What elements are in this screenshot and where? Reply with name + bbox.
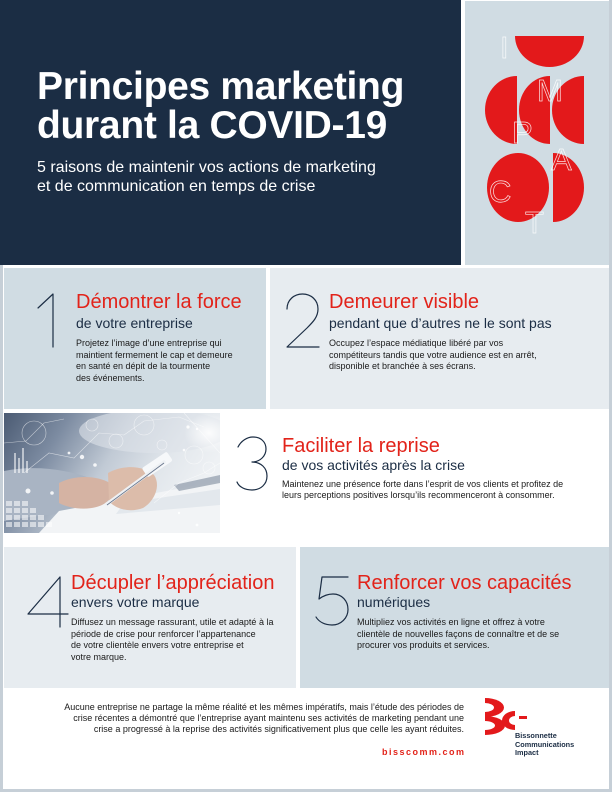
impact-letter-p: P (512, 115, 533, 150)
hero-photo (4, 413, 220, 533)
page-title (37, 67, 404, 145)
reason-2-title: Demeurer visible (329, 291, 480, 313)
page-subtitle-line-2: et de communication en temps de crise (37, 178, 316, 195)
impact-shapes-icon (465, 1, 609, 265)
statement-line: crise a progressé à la reprise des activités significativement plus que celle les ayant réduites. (93, 724, 464, 735)
reason-2-subtitle: pendant que d’autres ne le sont pas (329, 315, 552, 331)
reason-1-title: Démontrer la force (76, 291, 242, 313)
header-banner (0, 0, 461, 265)
page-subtitle-line-1: 5 raisons de maintenir vos actions de marketing (37, 159, 376, 176)
reason-1-subtitle: de votre entreprise (76, 315, 193, 331)
body-line: de votre clientèle envers votre entreprise et (71, 640, 244, 651)
reason-1-body (76, 338, 233, 385)
logo-line: Impact (515, 747, 539, 757)
reason-card-3 (224, 413, 609, 545)
body-line: des événements. (76, 373, 145, 384)
body-line: votre marque. (71, 652, 127, 663)
logo-line: Communications (515, 739, 575, 749)
statement-line: crise récentes a démontré que l’entreprise ayant maintenu ses activités de marketing pendant une (73, 713, 464, 724)
reason-4-body (71, 617, 273, 664)
body-line: procurer vos produits et services. (357, 640, 490, 651)
reason-5-title: Renforcer vos capacités (357, 572, 572, 594)
page-subtitle (37, 158, 376, 196)
body-line: Occupez l’espace médiatique libéré par vos (329, 338, 504, 348)
reason-card-2 (270, 268, 609, 409)
statement-line: Aucune entreprise ne partage la même réalité et les mêmes impératifs, mais l’étude des périodes de (64, 702, 464, 713)
body-line: compétiteurs tandis que votre audience est en arrêt, (329, 349, 537, 360)
body-line: disponible et branchée à ses écrans. (329, 361, 476, 372)
reason-3-title: Faciliter la reprise (282, 435, 440, 457)
reason-card-5 (300, 547, 609, 688)
reason-5-subtitle: numériques (357, 594, 431, 610)
body-line: Multipliez vos activités en ligne et offrez à votre (357, 617, 545, 627)
body-line: en santé en dépit de la tourmente (76, 361, 211, 372)
reason-4-title: Décupler l’appréciation (71, 572, 275, 594)
website-link[interactable]: bisscomm.com (381, 747, 466, 757)
footer-statement (64, 702, 464, 735)
reason-5-body (357, 617, 559, 652)
impact-letter-i: I (500, 30, 509, 65)
photo-hands-stylus-icon (4, 413, 220, 533)
body-line: Maintenez une présence forte dans l’esprit de vos clients et profitez de (282, 479, 564, 489)
body-line: Diffusez un message rassurant, utile et adapté à la (71, 617, 274, 627)
reason-card-4 (4, 547, 296, 688)
reason-4-subtitle: envers votre marque (71, 594, 200, 610)
impact-graphic (465, 1, 609, 265)
half-disc-top (515, 36, 584, 67)
impact-letter-m: M (537, 73, 563, 108)
logo-wordmark (515, 732, 574, 757)
body-line: Projetez l’image d’une entreprise qui (76, 338, 222, 348)
body-line: période de crise pour renforcer l’appartenance (71, 628, 256, 639)
impact-letter-t: T (525, 205, 544, 240)
reason-card-1 (4, 268, 266, 409)
reason-2-body (329, 338, 537, 373)
page-title-line-2: durant la COVID-19 (37, 104, 387, 147)
reason-3-subtitle: de vos activités après la crise (282, 457, 465, 473)
body-line: leurs perceptions positives lorsqu’ils recommenceront à consommer. (282, 490, 555, 501)
reason-3-body (282, 479, 563, 501)
impact-letter-c: C (489, 174, 512, 209)
body-line: clientèle de nouvelles façons de connaître et de se (357, 628, 560, 639)
body-line: maintient fermement le cap et demeure (76, 349, 233, 360)
impact-letter-a: A (551, 142, 572, 177)
page-title-line-1: Principes marketing (37, 65, 405, 108)
logo-line: Bissonnette (515, 731, 557, 741)
